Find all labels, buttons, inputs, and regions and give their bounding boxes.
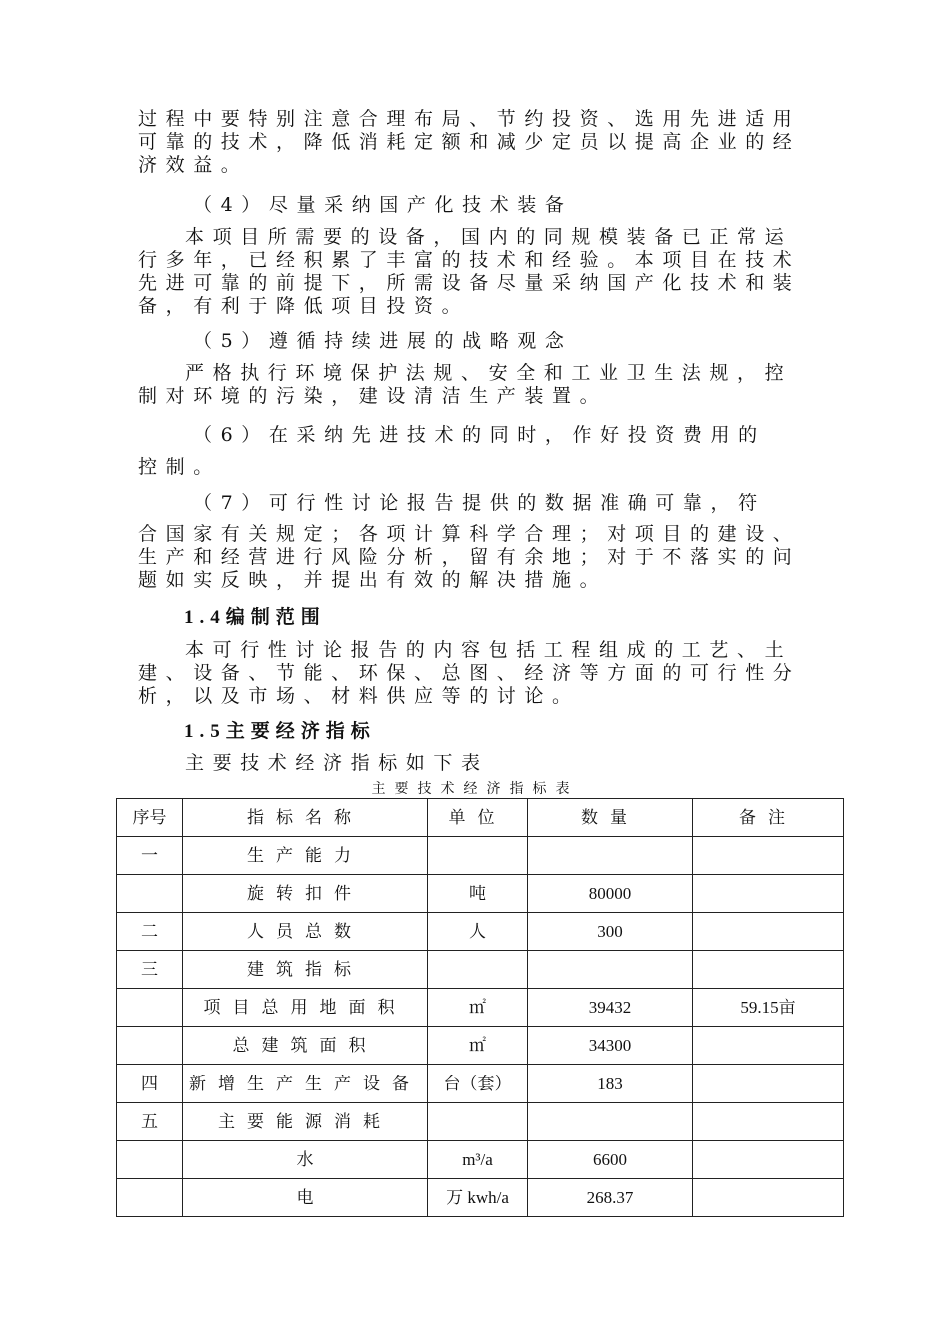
table-row <box>117 951 844 989</box>
row-unit: 台（套） <box>428 1065 528 1103</box>
row-index <box>117 1179 183 1217</box>
row-index <box>117 1141 183 1179</box>
row-remark <box>693 837 844 875</box>
header-unit: 单位 <box>428 799 528 837</box>
paragraph-planning: 过程中要特别注意合理布局、节约投资、选用先进适用可靠的技术，降低消耗定额和减少定员以提高企业的经济效益。 <box>138 108 801 176</box>
paragraph-scope: 本可行性讨论报告的内容包括工程组成的工艺、土建、设备、节能、环保、总图、经济等方面的可行性分析，以及市场、材料供应等的讨论。 <box>138 639 801 707</box>
table-row <box>117 875 844 913</box>
row-unit: ㎡ <box>428 989 528 1027</box>
section-heading-1-4: 1.4编制范围 <box>184 607 326 628</box>
paragraph-data-reliability: 合国家有关规定；各项计算科学合理；对项目的建设、生产和经营进行风险分析，留有余地；对于不落实的问题如实反映，并提出有效的解决措施。 <box>138 523 801 591</box>
table-row <box>117 1027 844 1065</box>
row-quantity: 39432 <box>528 989 693 1027</box>
table-caption: 主要技术经济指标表 <box>371 781 579 797</box>
row-name: 生产能力 <box>183 837 428 875</box>
row-index <box>117 875 183 913</box>
row-index: 二 <box>117 913 183 951</box>
row-name: 总建筑面积 <box>183 1027 428 1065</box>
row-unit <box>428 837 528 875</box>
row-index: 三 <box>117 951 183 989</box>
row-quantity: 183 <box>528 1065 693 1103</box>
subheading-6: （6）在采纳先进技术的同时，作好投资费用的 <box>193 424 766 446</box>
row-index: 五 <box>117 1103 183 1141</box>
row-quantity: 6600 <box>528 1141 693 1179</box>
header-remark: 备注 <box>693 799 844 837</box>
row-unit: ㎡ <box>428 1027 528 1065</box>
row-index <box>117 989 183 1027</box>
subheading-4: （4）尽量采纳国产化技术装备 <box>193 194 573 216</box>
row-name: 主要能源消耗 <box>183 1103 428 1141</box>
header-quantity: 数量 <box>528 799 693 837</box>
row-name: 电 <box>183 1179 428 1217</box>
row-quantity <box>528 951 693 989</box>
paragraph-cost-control: 控制。 <box>138 456 221 478</box>
row-name: 旋转扣件 <box>183 875 428 913</box>
subheading-5: （5）遵循持续进展的战略观念 <box>193 330 573 352</box>
row-unit: 万 kwh/a <box>428 1179 528 1217</box>
row-quantity: 80000 <box>528 875 693 913</box>
row-index: 四 <box>117 1065 183 1103</box>
row-name: 人员总数 <box>183 913 428 951</box>
row-remark <box>693 1027 844 1065</box>
row-unit <box>428 1103 528 1141</box>
row-index: 一 <box>117 837 183 875</box>
paragraph-environment: 严格执行环境保护法规、安全和工业卫生法规，控制对环境的污染，建设清洁生产装置。 <box>138 362 793 407</box>
row-quantity: 268.37 <box>528 1179 693 1217</box>
row-quantity: 34300 <box>528 1027 693 1065</box>
table-row <box>117 1103 844 1141</box>
table-row <box>117 1141 844 1179</box>
table-row <box>117 837 844 875</box>
paragraph-equipment: 本项目所需要的设备，国内的同规模装备已正常运行多年，已经积累了丰富的技术和经验。本项目在技术先进可靠的前提下，所需设备尽量采纳国产化技术和装备，有利于降低项目投资。 <box>138 226 801 317</box>
table-row <box>117 989 844 1027</box>
row-name: 水 <box>183 1141 428 1179</box>
table-row <box>117 1065 844 1103</box>
paragraph-table-intro: 主要技术经济指标如下表 <box>185 752 489 774</box>
section-heading-1-5: 1.5主要经济指标 <box>184 721 376 742</box>
table-row <box>117 913 844 951</box>
row-remark <box>693 913 844 951</box>
row-remark: 59.15亩 <box>693 989 844 1027</box>
row-quantity <box>528 837 693 875</box>
indicator-table <box>116 798 844 1217</box>
row-remark <box>693 951 844 989</box>
row-remark <box>693 875 844 913</box>
row-name: 项目总用地面积 <box>183 989 428 1027</box>
table-row <box>117 1179 844 1217</box>
row-unit <box>428 951 528 989</box>
row-quantity: 300 <box>528 913 693 951</box>
row-remark <box>693 1065 844 1103</box>
header-index: 序号 <box>117 799 183 837</box>
row-index <box>117 1027 183 1065</box>
header-name: 指标名称 <box>183 799 428 837</box>
row-unit: 人 <box>428 913 528 951</box>
row-unit: m³/a <box>428 1141 528 1179</box>
row-quantity <box>528 1103 693 1141</box>
row-remark <box>693 1179 844 1217</box>
row-remark <box>693 1141 844 1179</box>
row-name: 建筑指标 <box>183 951 428 989</box>
row-unit: 吨 <box>428 875 528 913</box>
table-header-row <box>117 799 844 837</box>
row-remark <box>693 1103 844 1141</box>
subheading-7: （7）可行性讨论报告提供的数据准确可靠，符 <box>193 492 766 514</box>
row-name: 新增生产生产设备 <box>183 1065 428 1103</box>
